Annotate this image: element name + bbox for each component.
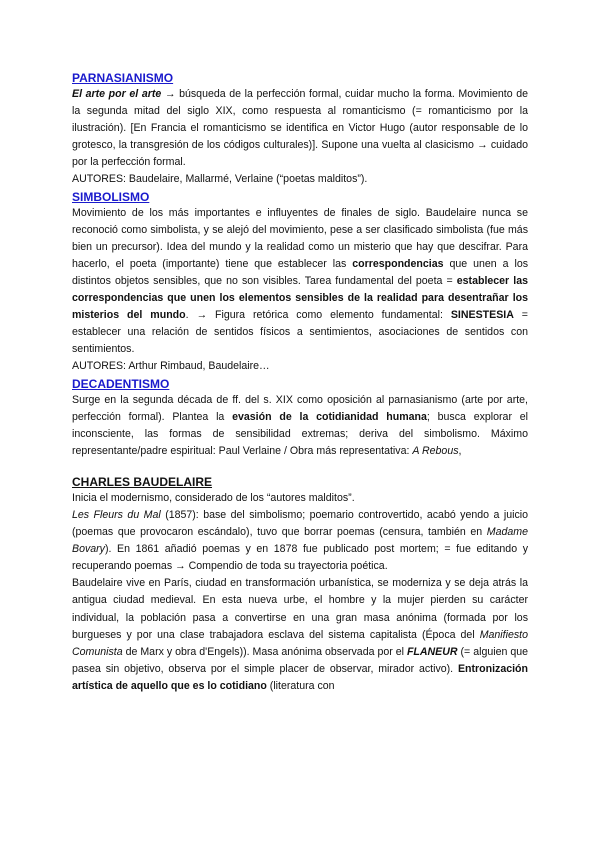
parnasianismo-text: → búsqueda de la perfección formal, cuidar mucho la forma. Movimiento de la segunda mitad del siglo XIX, como respuesta al romanticismo (= romanticismo por la ilustración). [En Francia el romanticismo se identifica en Victor Hugo (autor responsable de lo grotesco, la transgresión de los códigos culturales)]. Supone una vuelta al clasicismo → cuidado por la perfección formal. (72, 88, 528, 169)
baudelaire-p2-text-2: ). En 1861 añadió poemas y en 1878 fue publicado post mortem; = fue editando y recuperando poemas → Compendio de toda su trayectoria poética. (72, 543, 528, 573)
parnasianismo-autores: AUTORES: Baudelaire, Mallarmé, Verlaine (“poetas malditos”). (72, 173, 368, 186)
simbolismo-bold-2: establecer las correspondencias que unen los elementos sensibles de la realidad para desentrañar los misterios del mundo (72, 274, 528, 322)
baudelaire-p3-flaneur: FLANEUR (406, 645, 458, 658)
heading-parnasianismo: PARNASIANISMO (72, 71, 174, 85)
baudelaire-paragraph-3 (72, 575, 528, 695)
baudelaire-paragraph-2 (72, 507, 528, 575)
baudelaire-p2-text-1: (1857): base del simbolismo; poemario controvertido, acabó yendo a juicio (poemas que provocaron escándalo), tuvo que borrar poemas (censura, también en (72, 508, 528, 539)
decadentismo-italic-1: A Rebous (412, 444, 459, 457)
decadentismo-text-3: , (458, 444, 462, 457)
baudelaire-p3-text-3: (= alguien que pasea sin objetivo, observa por el simple placer de observar, mirador activo). (72, 645, 529, 675)
baudelaire-p3-text-1: Baudelaire vive en París, ciudad en transformación urbanística, se moderniza y se deja atrás la antigua ciudad medieval. En esta nueva urbe, el hombre y la mujer pierden su carácter individual, la población pasa a convertirse en una gran masa anónima (formada por los burgueses y por una clase trabajadora esclava del sistema capitalista (Época del (72, 577, 528, 641)
decadentismo-text-1: Surge en la segunda década de ff. del s. XIX como oposición al parnasianismo (arte por arte, perfección formal). Plantea la (72, 393, 528, 423)
simbolismo-autores: AUTORES: Arthur Rimbaud, Baudelaire… (72, 360, 270, 373)
simbolismo-text-3: . → Figura retórica como elemento fundamental: (185, 309, 451, 322)
simbolismo-text-2: que unen a los distintos objetos sensibles, que no son visibles. Tarea fundamental del poeta = (72, 257, 529, 287)
simbolismo-text-1: Movimiento de los más importantes e influyentes de finales de siglo. Baudelaire nunca se reconoció como simbolista, y se alejó del movimiento, pese a ser clasificado simbolista (fue más bien un precursor). Idea del mundo y la realidad como un misterio que hay que descifrar. Para hacerlo, el poeta (importante) tiene que establecer las (72, 206, 528, 270)
decadentismo-bold-1: evasión de la cotidianidad humana (232, 410, 427, 423)
parnasianismo-paragraph (72, 86, 528, 171)
section-gap (72, 460, 528, 466)
parnasianismo-lead: El arte por el arte (72, 88, 162, 100)
simbolismo-paragraph (72, 205, 528, 359)
baudelaire-p3-bold-1: Entronización artística de aquello que es lo cotidiano (72, 662, 528, 692)
baudelaire-p2-italic-2: Madame Bovary (72, 526, 528, 556)
simbolismo-bold-1: correspondencias (352, 257, 444, 270)
baudelaire-p2-italic-1: Les Fleurs du Mal (72, 508, 161, 521)
decadentismo-text-2: ; busca explorar el inconsciente, las formas de sensibilidad extremas; deriva del simbolismo. Máximo representante/padre espiritual: Paul Verlaine / Obra más representativa: (72, 410, 529, 457)
heading-decadentismo: DECADENTISMO (72, 376, 170, 391)
simbolismo-text-4: = establecer una relación de sentidos físicos a sentimientos, asociaciones de sentidos con sentimientos. (72, 309, 528, 356)
baudelaire-paragraph-1: Inicia el modernismo, considerado de los “autores malditos”. (72, 491, 355, 504)
document-page (72, 70, 528, 695)
decadentismo-paragraph (72, 392, 528, 460)
baudelaire-p3-text-4: (literatura con (266, 679, 335, 692)
simbolismo-bold-3: SINESTESIA (450, 309, 514, 322)
baudelaire-p3-italic-1: Manifiesto Comunista (72, 628, 528, 658)
baudelaire-p3-text-2: de Marx y obra d'Engels)). Masa anónima observada por el (122, 645, 407, 658)
heading-simbolismo: SIMBOLISMO (72, 189, 150, 204)
heading-baudelaire: CHARLES BAUDELAIRE (72, 474, 213, 489)
